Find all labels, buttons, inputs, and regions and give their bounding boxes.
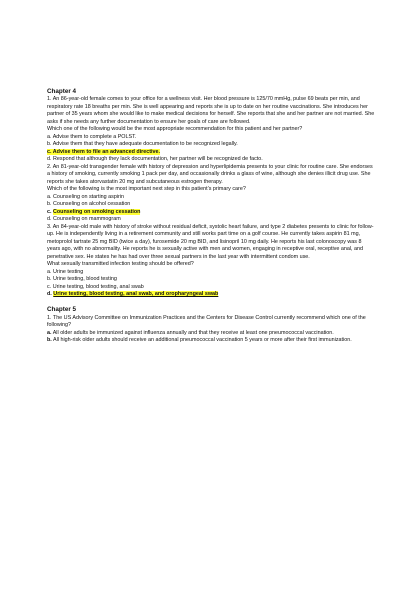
question-ch4-2 bbox=[47, 164, 376, 224]
option-d: d. Respond that although they lack documentation, her partner will be recognized de facto. bbox=[47, 156, 263, 163]
option-b: b. Counseling on alcohol cessation bbox=[47, 201, 131, 208]
question-stem: 2. An 81-year-old transgender female with history of depression and hyperlipidemia presents to your clinic for routine care. She endorses a history of smoking, currently smoking 1 pack per day, and occasionally drinks a glass of wine, although she denies illicit drug use. She reports she takes atorvastatin 20 mg and subcutaneous estrogen therapy. bbox=[47, 163, 373, 185]
question-stem: 1. An 86-year-old female comes to your office for a wellness visit. Her blood pressure is 125/70 mmHg, pulse 69 beats per min, and respiratory rate 18 breaths per min. She is well appearing and reports she is up to date on her routine vaccinations. She introduces her partner of 35 years whom she would like to make medical decisions for herself. She reports that she and her partner are not married. She asks if she needs any further documentation to ensure her goals of care are followed. bbox=[47, 96, 375, 125]
option-c-answer bbox=[47, 209, 376, 217]
section-gap bbox=[47, 299, 376, 307]
question-stem: 3. An 84-year-old male with history of stroke without residual deficit, systolic heart failure, and type 2 diabetes presents to clinic for follow-up. He is independently living in a retirement community and still works part time on a golf course. He currently takes aspirin 81 mg, metoprolol tartrate 25 mg BID (twice a day), furosemide 20 mg BID, and lisinopril 10 mg daily. He reports his last colonoscopy was 8 years ago, with no abnormality. He reports he is sexually active with men and women, engaging in receptive oral, receptive anal, and penetrative sex. He states he has had over three sexual partners in the last year with intermittent condom use. bbox=[47, 223, 374, 260]
question-ch5-1 bbox=[47, 315, 376, 345]
question-stem: 1. The US Advisory Committee on Immunization Practices and the Centers for Disease Control currently recommend which one of the following? bbox=[47, 314, 366, 329]
option-b: b. Urine testing, blood testing bbox=[47, 276, 117, 283]
option-text: All older adults be immunized against influenza annually and that they receive at least one pneumococcal vaccination. bbox=[51, 329, 334, 336]
option-text: All high-risk older adults should receive an additional pneumococcal vaccination 5 years or more after their first immunization. bbox=[51, 337, 352, 344]
highlighted-answer: c. Advise them to file an advanced directive. bbox=[47, 148, 161, 155]
question-prompt: Which one of the following would be the most appropriate recommendation for this patient and her partner? bbox=[47, 126, 303, 133]
option-a bbox=[47, 330, 376, 338]
question-ch4-1 bbox=[47, 96, 376, 164]
chapter-4-heading: Chapter 4 bbox=[47, 88, 77, 95]
option-a: a. Advise them to complete a POLST. bbox=[47, 133, 137, 140]
option-d-answer bbox=[47, 291, 376, 299]
option-c-answer bbox=[47, 149, 376, 157]
option-letter: a. bbox=[47, 329, 52, 336]
question-prompt: What sexually transmitted infection testing should be offered? bbox=[47, 261, 194, 268]
option-a: a. Counseling on starting aspirin bbox=[47, 193, 125, 200]
option-letter: c. bbox=[47, 208, 53, 215]
option-d: d. Counseling on mammogram bbox=[47, 216, 121, 223]
highlighted-answer: Urine testing, blood testing, anal swab, and oropharyngeal swab bbox=[53, 291, 219, 298]
option-b: b. Advise them that they have adequate documentation to be recognized legally. bbox=[47, 141, 238, 148]
option-c: c. Urine testing, blood testing, anal swab bbox=[47, 283, 144, 290]
question-prompt: Which of the following is the most important next step in this patient’s primary care? bbox=[47, 186, 246, 193]
chapter-5-heading: Chapter 5 bbox=[47, 306, 77, 314]
option-letter: d. bbox=[47, 291, 54, 298]
highlighted-answer: Counseling on smoking cessation bbox=[53, 208, 141, 215]
option-letter: b. bbox=[47, 337, 52, 344]
option-b bbox=[47, 337, 376, 345]
option-a: a. Urine testing bbox=[47, 268, 84, 275]
question-ch4-3 bbox=[47, 224, 376, 299]
